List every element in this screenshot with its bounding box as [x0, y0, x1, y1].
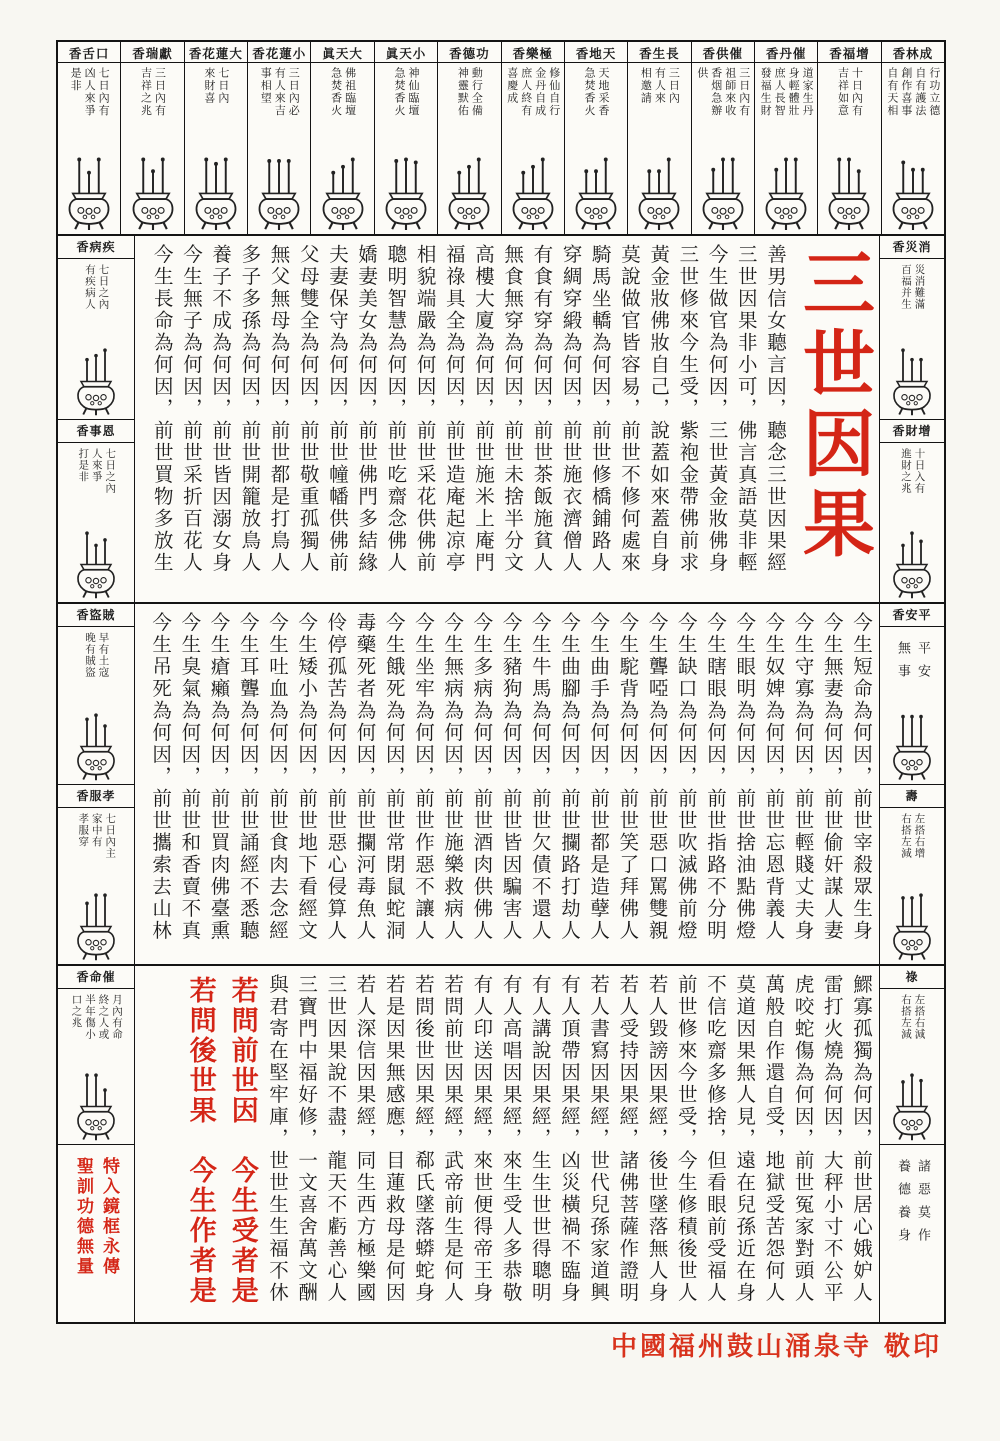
omen-text-column: 終之人或 — [97, 994, 110, 1040]
omen-box-header: 香丹催 — [755, 42, 817, 63]
sutra-column: 有人頂帶因果經，凶災橫禍不臨身 — [557, 974, 581, 1304]
band — [58, 966, 944, 1322]
sutra-column: 今生長命為何因，前世買物多放生 — [150, 244, 174, 574]
omen-text-column: 急焚香火 — [583, 67, 597, 118]
sutra-column: 有食有穿為何因，前世茶飯施貧人 — [530, 244, 554, 574]
omen-text-column: 左搭右增 — [913, 812, 926, 859]
omen-box-text — [83, 264, 110, 310]
omen-text-column: 有人來吉 — [273, 67, 287, 118]
sutra-column: 若是因果無感應，目蓮救母是何因 — [382, 974, 406, 1304]
omen-box — [58, 420, 134, 603]
omen-box — [880, 966, 944, 1145]
omen-text-column: 半年傷小 — [84, 994, 96, 1040]
omen-text-column: 是非 — [69, 67, 83, 93]
omen-box — [121, 42, 184, 234]
omen-text-column: 神仙臨壇 — [406, 67, 420, 118]
omen-box — [248, 42, 311, 234]
incense-burner-icon — [443, 156, 495, 231]
omen-box — [692, 42, 755, 234]
omen-box-text — [638, 67, 680, 156]
omen-box-text — [899, 994, 926, 1040]
omen-text-column: 佛祖臨壇 — [343, 67, 357, 118]
omen-box-text — [899, 813, 926, 859]
sutra-column: 萬般自作還自受，地獄受苦怨何人 — [762, 974, 786, 1304]
omen-text-column: 有疾病人 — [84, 264, 96, 310]
omen-text-column: 人來爭 — [90, 447, 103, 482]
sutra-column: 父母雙全為何因，前世敬重孤獨人 — [296, 244, 320, 574]
omen-box-header: 香病疾 — [58, 236, 134, 259]
sutra-column: 今生曲手為何因，前世都是造孽人 — [587, 612, 611, 942]
sutra-column: 若人毀謗因果經，後世墜落無人身 — [645, 974, 669, 1304]
omen-box-header: 眞天小 — [375, 42, 437, 63]
omen-box-text — [76, 813, 117, 859]
omen-text-column: 金丹自成 — [533, 67, 547, 118]
omen-box-text — [392, 67, 420, 156]
sutra-column: 虎咬蛇傷為何因，前世冤家對頭人 — [791, 974, 815, 1304]
incense-burner-icon — [888, 892, 936, 961]
sutra-column: 善男信女聽言因，聽念三世因果經 — [764, 244, 787, 574]
omen-box — [880, 420, 944, 603]
omen-text-column: 香烟急辦 — [709, 67, 723, 118]
sutra-column: 今生缺口為何因，前世吹滅佛前燈 — [674, 612, 698, 942]
omen-box — [58, 604, 134, 785]
omen-text-column: 有人來 — [653, 67, 667, 105]
sutra-column: 三世修來今生受，紫袍金帶佛前求 — [676, 244, 700, 574]
omen-text-column: 七日內主 — [104, 812, 117, 859]
sutra-column: 今生瞎眼為何因，前世指路不分明 — [703, 612, 727, 942]
document-frame — [56, 40, 946, 1324]
omen-box-text — [892, 641, 932, 687]
omen-box — [58, 236, 134, 420]
omen-text-column: 自有護法 — [913, 67, 927, 118]
omen-text-column: 來財喜 — [202, 67, 216, 105]
omen-box — [818, 42, 881, 234]
sutra-column: 前世修來今世受，今生修積後世人 — [674, 974, 698, 1304]
sutra-column: 三世因果非小可，佛言真語莫非輕 — [734, 244, 758, 574]
omen-box-text — [139, 67, 167, 156]
omen-text-column: 災消難滿 — [913, 264, 926, 310]
incense-burner-icon — [317, 156, 369, 231]
omen-text-column: 神靈默佑 — [456, 67, 470, 118]
omen-box — [375, 42, 438, 234]
omen-text-column: 晚有賊盜 — [84, 632, 96, 678]
omen-text-column: 祖師來收 — [723, 67, 737, 118]
sutra-column: 不信吃齋多修捨，但看眼前受福人 — [703, 974, 727, 1304]
omen-text-column: 早有土寇 — [97, 632, 110, 678]
sutra-column: 今生無病為何因，前世施樂救病人 — [441, 612, 465, 942]
sutra-column: 與君寄在堅牢庫，世世生生福不休 — [265, 974, 289, 1304]
sutra-column: 若人書寫因果經，世代兒孫家道興 — [587, 974, 611, 1304]
sutra-column: 無食無穿為何因，前世未捨半分文 — [501, 244, 525, 574]
omen-box — [438, 42, 501, 234]
omen-box-header: 香生長 — [628, 42, 690, 63]
incense-burner-icon — [823, 156, 875, 231]
omen-box-text — [758, 67, 814, 156]
sutra-column: 有人印送因果經，來世便得帝王身 — [470, 974, 494, 1304]
sutra-column: 今生奴婢為何因，前世忘恩背義人 — [762, 612, 786, 942]
incense-burner-icon — [697, 156, 749, 231]
incense-burner-icon — [888, 1072, 936, 1141]
incense-burner-icon — [760, 156, 812, 231]
omen-box-header: 香事恩 — [58, 420, 134, 443]
omen-box-header: 香花蓮大 — [185, 42, 247, 63]
sutra-column: 高樓大廈為何因，前世施米上庵門 — [471, 244, 495, 574]
sutra-column: 今生多病為何因，前世酒肉供佛人 — [470, 612, 494, 942]
red-couplet-column: 若問後世果 今生作者是 — [184, 976, 216, 1306]
omen-text-column: 七日之內 — [97, 264, 110, 310]
sutra-column: 今生坐牢為何因，前世作惡不讓人 — [411, 612, 435, 942]
sutra-column: 今生臭氣為何因，前世和香賣不真 — [178, 612, 202, 942]
omen-text-column: 養德養身 — [895, 1158, 910, 1251]
omen-text-column: 天地采香 — [597, 67, 611, 118]
sutra-column: 今生豬狗為何因，前世皆因騙害人 — [499, 612, 523, 942]
band — [58, 604, 944, 966]
omen-text-column: 庶人長智 — [773, 67, 787, 118]
incense-burner-icon — [570, 156, 622, 231]
omen-text-column: 凶人來爭 — [83, 67, 97, 118]
omen-text-column: 喜慶成 — [505, 67, 519, 105]
omen-text-column: 事相望 — [259, 67, 273, 105]
sutra-column: 伶停孤苦為何因，前世惡心侵算人 — [324, 612, 348, 942]
omen-text-column: 三日內有 — [737, 67, 751, 118]
omen-text-column: 無事 — [895, 641, 910, 687]
omen-text-column: 急焚香火 — [392, 67, 406, 118]
sutra-column: 今生無妻為何因，前世偷奸謀人妻 — [820, 612, 844, 942]
omen-box-text — [83, 632, 110, 678]
omen-box-text — [76, 448, 117, 494]
omen-text-column: 修仙自行 — [547, 67, 561, 118]
sutra-column: 若問前世因果經，武帝前生是何人 — [441, 974, 465, 1304]
sutra-column: 三寶門中福好修，一文喜舍萬文酬 — [295, 974, 319, 1304]
sutra-column: 三世因果說不盡，龍天不虧善心人 — [324, 974, 348, 1304]
sutra-column: 今生聾啞為何因，前世惡口罵雙親 — [645, 612, 669, 942]
omen-text-column: 進財之兆 — [900, 447, 912, 494]
sutra-column: 今生無子為何因，前世采折百花人 — [179, 244, 203, 574]
omen-text-column: 特入鏡框永傳 — [99, 1156, 119, 1277]
incense-burner-icon — [633, 156, 685, 231]
sutra-column: 莫道因果無人見，遠在兒孫近在身 — [733, 974, 757, 1304]
omen-box-text — [695, 67, 751, 156]
page-title: 三世因果 — [791, 246, 876, 566]
incense-burner-icon — [507, 156, 559, 231]
omen-text-column: 三日內 — [667, 67, 681, 105]
omen-text-column: 家中有 — [90, 812, 103, 847]
omen-box-text — [70, 1157, 122, 1277]
omen-box-header: 香舌口 — [58, 42, 120, 63]
omen-text-column: 七日內有 — [97, 67, 111, 118]
omen-box — [502, 42, 565, 234]
sutra-column: 相貌端嚴為何因，前世采花供佛前 — [413, 244, 437, 574]
omen-text-column: 相邀請 — [639, 67, 653, 105]
omen-box-header: 香德功 — [438, 42, 500, 63]
omen-box-text — [258, 67, 300, 156]
omen-text-column: 動行全備 — [470, 67, 484, 118]
omen-box-text — [455, 67, 483, 156]
omen-box-header: 眞天大 — [311, 42, 373, 63]
sutra-column: 今生曲腳為何因，前世攔路打劫人 — [557, 612, 581, 942]
sutra-column: 今生吐血為何因，前世食肉去念經 — [265, 612, 289, 942]
omen-box-header: 香服孝 — [58, 785, 134, 808]
omen-box — [880, 1145, 944, 1323]
left-sidebar — [58, 966, 135, 1322]
bands — [58, 236, 944, 1322]
omen-text-column: 自有天相 — [885, 67, 899, 118]
sutra-column: 若人深信因果經，同生西方極樂國 — [353, 974, 377, 1304]
omen-box-header: 香花蓮小 — [248, 42, 310, 63]
omen-text-column: 打是非 — [77, 447, 90, 482]
omen-text-column: 庶人終有 — [519, 67, 533, 118]
omen-box — [880, 236, 944, 420]
incense-burner-icon — [888, 347, 936, 416]
incense-burner-icon — [72, 892, 120, 961]
omen-text-column: 發福生財 — [759, 67, 773, 118]
sutra-text-block — [135, 966, 879, 1322]
omen-box-text — [69, 994, 123, 1040]
omen-text-column: 三日內必 — [287, 67, 301, 118]
omen-text-column: 行功立德 — [927, 67, 941, 118]
omen-text-column: 十日內有 — [850, 67, 864, 118]
sutra-column: 莫說做官皆容易，前世不修何處來 — [617, 244, 641, 574]
omen-box-text — [899, 264, 926, 310]
sutra-column: 今生耳聾為何因，前世誦經不悉聽 — [236, 612, 260, 942]
omen-text-column: 身輕體壯 — [787, 67, 801, 118]
left-sidebar — [58, 236, 135, 602]
sutra-column: 多子多孫為何因，前世開籠放鳥人 — [238, 244, 262, 574]
omen-box-text — [202, 67, 230, 156]
incense-burner-icon — [72, 347, 120, 416]
omen-box — [311, 42, 374, 234]
incense-burner-icon — [127, 156, 179, 231]
omen-text-column: 三日內有 — [153, 67, 167, 118]
omen-box-header: 香安平 — [880, 604, 944, 627]
right-sidebar — [879, 236, 944, 602]
sutra-column: 若問後世因果經，郗氏墜落蟒蛇身 — [411, 974, 435, 1304]
omen-box-header: 香瑞獻 — [121, 42, 183, 63]
omen-box-header: 香福增 — [818, 42, 880, 63]
omen-text-column: 吉祥如意 — [836, 67, 850, 118]
band — [58, 236, 944, 604]
omen-text-column: 百福并生 — [900, 264, 912, 310]
omen-box — [58, 1145, 134, 1323]
incense-burner-icon — [72, 530, 120, 599]
sutra-column: 今生守寡為何因，前世輕賤丈夫身 — [791, 612, 815, 942]
omen-box-header: 香命催 — [58, 966, 134, 989]
omen-text-column: 創作喜事 — [899, 67, 913, 118]
sutra-text-block — [135, 236, 879, 602]
sutra-column: 今生駝背為何因，前世笑了拜佛人 — [616, 612, 640, 942]
omen-box — [185, 42, 248, 234]
incense-burner-icon — [887, 156, 939, 231]
omen-text-column: 急焚香火 — [329, 67, 343, 118]
omen-box — [628, 42, 691, 234]
sutra-column: 今生矮小為何因，前世地下看經文 — [295, 612, 319, 942]
incense-burner-icon — [888, 712, 936, 781]
omen-text-column: 左搭右減 — [913, 994, 926, 1040]
omen-text-column: 平安 — [915, 641, 930, 687]
omen-box — [880, 785, 944, 965]
omen-text-column: 諸惡莫作 — [915, 1158, 930, 1251]
right-sidebar — [879, 966, 944, 1322]
omen-text-column: 十日入有 — [913, 447, 926, 494]
omen-box-header: 壽 — [880, 785, 944, 808]
incense-burner-icon — [72, 1072, 120, 1141]
incense-burner-icon — [253, 156, 305, 231]
omen-box-header: 香地天 — [565, 42, 627, 63]
sutra-column: 今生吊死為何因，前世攜索去山林 — [149, 612, 173, 942]
omen-box-text — [329, 67, 357, 156]
sutra-column: 有人講說因果經，生生世世得聰明 — [528, 974, 552, 1304]
omen-box — [880, 604, 944, 785]
omen-text-column: 孝服穿 — [77, 812, 90, 847]
sutra-column: 鰥寡孤獨為何因，前世居心娥妒人 — [850, 974, 873, 1304]
sutra-column: 今生短命為何因，前世宰殺眾生身 — [850, 612, 873, 942]
omen-box — [882, 42, 944, 234]
omen-text-column: 七日之內 — [104, 447, 117, 494]
sutra-column: 聰明智慧為何因，前世吃齋念佛人 — [384, 244, 408, 574]
sutra-column: 有人高唱因果經，來生受人多恭敬 — [499, 974, 523, 1304]
omen-text-column: 口之兆 — [70, 994, 83, 1029]
sutra-column: 養子不成為何因，前世皆因溺女身 — [209, 244, 233, 574]
omen-box-text — [505, 67, 561, 156]
incense-burner-icon — [888, 530, 936, 599]
omen-box-header: 香盜賊 — [58, 604, 134, 627]
incense-burner-icon — [63, 156, 115, 231]
omen-box — [58, 966, 134, 1145]
omen-box-text — [68, 67, 110, 156]
incense-burner-icon — [380, 156, 432, 231]
sutra-column: 今生餓死為何因，前世常閉鼠蛇洞 — [382, 612, 406, 942]
sutra-column: 騎馬坐轎為何因，前世修橋鋪路人 — [588, 244, 612, 574]
omen-box-text — [885, 67, 941, 156]
sutra-column: 福祿具全為何因，前世造庵起凉亭 — [442, 244, 466, 574]
omen-text-column: 右搭左減 — [900, 994, 912, 1040]
omen-box-text — [899, 448, 926, 494]
seal-text: 中國福州鼓山涌泉寺 敬印 — [610, 1332, 942, 1362]
sutra-column: 今生做官為何因，三世黃金妝佛身 — [705, 244, 729, 574]
red-couplet-column: 若問前世因 今生受者是 — [226, 976, 258, 1306]
sutra-text-block — [135, 604, 879, 964]
omen-text-column: 七日內 — [216, 67, 230, 105]
sutra-column: 穿綢穿緞為何因，前世施衣濟僧人 — [559, 244, 583, 574]
omen-text-column: 供 — [695, 67, 709, 80]
omen-box — [58, 42, 121, 234]
incense-burner-icon — [72, 712, 120, 781]
sutra-column: 今生瘡癩為何因，前世買肉佛臺熏 — [207, 612, 231, 942]
sutra-column: 黃金妝佛妝自己，說蓋如來蓋自身 — [647, 244, 671, 574]
omen-box-text — [892, 1159, 932, 1251]
incense-burner-icon — [190, 156, 242, 231]
omen-box-header: 香供催 — [692, 42, 754, 63]
omen-box — [58, 785, 134, 965]
omen-text-column: 道家生丹 — [801, 67, 815, 118]
omen-box-header: 香財增 — [880, 420, 944, 443]
left-sidebar — [58, 604, 135, 964]
omen-text-column: 聖訓功德無量 — [73, 1156, 93, 1277]
sutra-column: 今生牛馬為何因，前世欠債不還人 — [528, 612, 552, 942]
omen-box-text — [835, 67, 863, 156]
sutra-column: 嬌妻美女為何因，前世佛門多結緣 — [355, 244, 379, 574]
sutra-column: 若人受持因果經，諸佛菩薩作證明 — [616, 974, 640, 1304]
omen-text-column: 月內有命 — [111, 994, 123, 1040]
sutra-column: 今生眼明為何因，前世捨油點佛燈 — [733, 612, 757, 942]
omen-text-column: 右搭左減 — [900, 812, 912, 859]
sutra-column: 毒藥死者為何因，前世攔河毒魚人 — [353, 612, 377, 942]
omen-box — [755, 42, 818, 234]
omen-box-header: 香林成 — [882, 42, 944, 63]
sutra-column: 夫妻保守為何因，前世幢幡供佛前 — [325, 244, 349, 574]
omen-box-header: 香災消 — [880, 236, 944, 259]
omen-box-header: 祿 — [880, 966, 944, 989]
omen-box-text — [582, 67, 610, 156]
omen-box-header: 香樂極 — [502, 42, 564, 63]
omen-box — [565, 42, 628, 234]
sutra-column: 雷打火燒為何因，大秤小寸不公平 — [820, 974, 844, 1304]
top-strip — [58, 42, 944, 236]
omen-text-column: 吉祥之兆 — [139, 67, 153, 118]
sutra-column: 無父無母為何因，前世都是打鳥人 — [267, 244, 291, 574]
right-sidebar — [879, 604, 944, 964]
